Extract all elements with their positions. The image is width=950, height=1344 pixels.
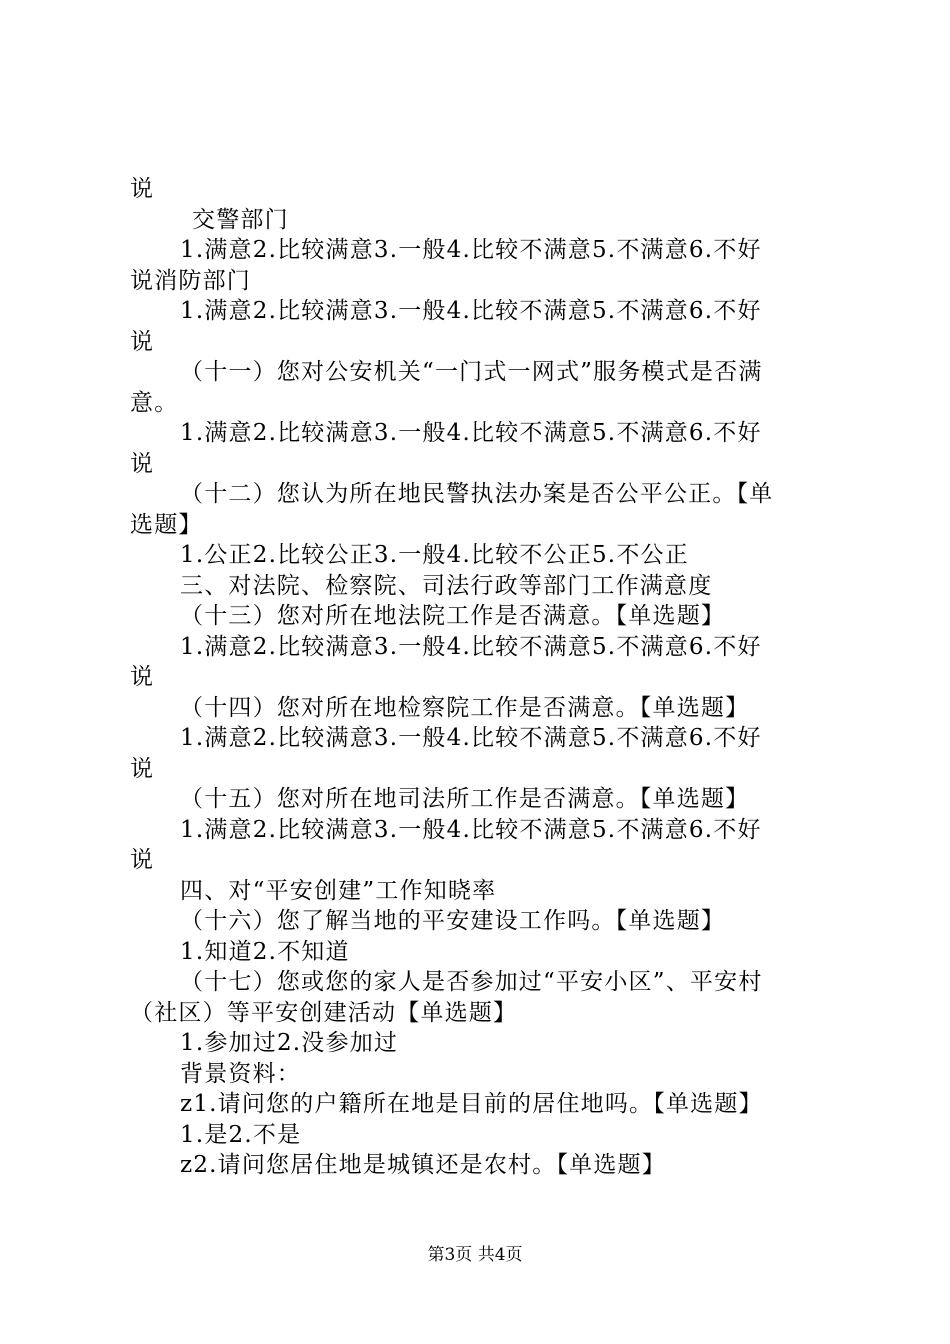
text-line: 1.满意2.比较满意3.一般4.比较不满意5.不满意6.不好 (180, 420, 762, 446)
text-line: 1.公正2.比较公正3.一般4.比较不公正5.不公正 (180, 542, 689, 568)
text-line: z2.请问您居住地是城镇还是农村。【单选题】 (180, 1152, 666, 1178)
text-line: （十五）您对所在地司法所工作是否满意。【单选题】 (180, 786, 750, 812)
text-line: 1.是2.不是 (180, 1121, 302, 1148)
text-line: z1.请问您的户籍所在地是目前的居住地吗。【单选题】 (180, 1091, 763, 1117)
text-line: 1.满意2.比较满意3.一般4.比较不满意5.不满意6.不好 (180, 633, 762, 660)
text-line: 1.满意2.比较满意3.一般4.比较不满意5.不满意6.不好 (180, 298, 762, 324)
text-line: 1.满意2.比较满意3.一般4.比较不满意5.不满意6.不好 (180, 237, 762, 263)
text-line: 意。 (130, 389, 179, 416)
text-line: 1.知道2.不知道 (180, 938, 350, 965)
text-line: 背景资料： (180, 1060, 301, 1087)
text-line: （社区）等平安创建活动【单选题】 (130, 999, 518, 1026)
page-footer: 第3页 共4页 (427, 1245, 523, 1265)
text-line: （十四）您对所在地检察院工作是否满意。【单选题】 (180, 694, 750, 721)
text-line: （十六）您了解当地的平安建设工作吗。【单选题】 (180, 908, 726, 934)
text-line: 说 (130, 755, 155, 782)
text-line: 说 (130, 847, 155, 873)
text-line: 说 (130, 664, 155, 690)
text-line: 选题】 (130, 511, 203, 538)
text-line: 说消防部门 (130, 267, 251, 294)
text-line: （十一）您对公安机关“一门式一网式”服务模式是否满 (180, 359, 763, 385)
text-line: 说 (130, 450, 155, 477)
text-line: 三、对法院、检察院、司法行政等部门工作满意度 (180, 572, 713, 599)
text-line: （十七）您或您的家人是否参加过“平安小区”、平安村 (180, 969, 763, 995)
text-line: 1.满意2.比较满意3.一般4.比较不满意5.不满意6.不好 (180, 816, 762, 843)
document-body (130, 174, 832, 1181)
text-line: 交警部门 (192, 206, 289, 233)
text-line: 说 (130, 176, 155, 202)
text-line: （十二）您认为所在地民警执法办案是否公平公正。【单 (180, 481, 774, 507)
text-line: （十三）您对所在地法院工作是否满意。【单选题】 (180, 603, 726, 629)
text-line: 1.参加过2.没参加过 (180, 1030, 399, 1056)
text-line: 四、对“平安创建”工作知晓率 (180, 877, 497, 904)
text-line: 1.满意2.比较满意3.一般4.比较不满意5.不满意6.不好 (180, 725, 762, 751)
text-line: 说 (130, 328, 155, 355)
